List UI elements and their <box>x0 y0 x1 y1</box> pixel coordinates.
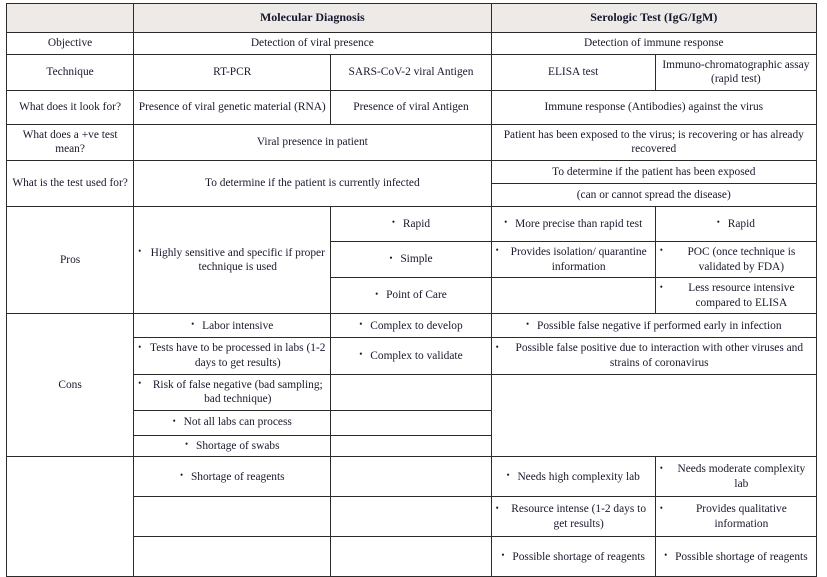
technique-rapid-assay: Immuno-chromatographic assay (rapid test) <box>655 54 816 90</box>
technique-viral-antigen: SARS-CoV-2 viral Antigen <box>331 54 491 90</box>
bullet-text: • Needs moderate complexity lab <box>660 462 812 491</box>
cons-molecular-rtpcr-2 <box>134 338 331 374</box>
pros-serologic-rapid-1 <box>655 206 816 241</box>
header-corner-cell <box>7 4 134 33</box>
bullet-text: • Provides isolation/ quarantine information <box>496 245 651 274</box>
objective-molecular-value: Detection of viral presence <box>134 33 491 55</box>
bottom-serologic-rapid-2 <box>655 497 816 537</box>
cons-molecular-antigen-2 <box>331 338 491 374</box>
table-row-used-for-line1 <box>7 160 817 183</box>
bullet-text: • Point of Care <box>375 288 447 303</box>
bottom-serologic-elisa-2 <box>491 497 655 537</box>
cons-serologic-empty-block <box>491 374 816 457</box>
cons-molecular-rtpcr-1 <box>134 314 331 338</box>
bullet-text: • Provides qualitative information <box>660 502 812 531</box>
objective-serologic-value: Detection of immune response <box>491 33 816 55</box>
bullet-text: • Rapid <box>717 217 755 232</box>
cons-molecular-rtpcr-4 <box>134 410 331 435</box>
pros-molecular-antigen-3 <box>331 278 491 314</box>
positive-test-molecular-value: Viral presence in patient <box>134 124 491 160</box>
pros-molecular-rtpcr-1 <box>134 206 331 313</box>
table-header-row <box>7 4 817 33</box>
bottom-serologic-elisa-1 <box>491 457 655 497</box>
bullet-text: • Shortage of swabs <box>185 439 280 454</box>
table-row-technique <box>7 54 817 90</box>
bottom-molecular-antigen-2-empty <box>331 497 491 537</box>
table-row-positive-test <box>7 124 817 160</box>
row-label-technique: Technique <box>7 54 134 90</box>
test-comparison-table <box>6 3 817 577</box>
look-for-molecular-antigen: Presence of viral Antigen <box>331 90 491 124</box>
cons-molecular-antigen-3-empty <box>331 374 491 410</box>
pros-molecular-antigen-2 <box>331 241 491 277</box>
cons-serologic-merged-2 <box>491 338 816 374</box>
cons-molecular-rtpcr-3 <box>134 374 331 410</box>
bullet-text: • Needs high complexity lab <box>506 470 639 485</box>
technique-rtpcr: RT-PCR <box>134 54 331 90</box>
bottom-molecular-antigen-1-empty <box>331 457 491 497</box>
bullet-text: • More precise than rapid test <box>504 217 642 232</box>
bullet-text: • Possible false negative if performed early in infection <box>526 319 782 334</box>
used-for-molecular-value: To determine if the patient is currently infected <box>134 160 491 206</box>
bullet-text: • Simple <box>389 252 432 267</box>
pros-serologic-rapid-3 <box>655 278 816 314</box>
cons-molecular-antigen-4-empty <box>331 410 491 435</box>
pros-serologic-elisa-3-empty <box>491 278 655 314</box>
bottom-molecular-antigen-3-empty <box>331 537 491 577</box>
row-label-cons: Cons <box>7 314 134 457</box>
cons-molecular-antigen-1 <box>331 314 491 338</box>
table-row-pros-1 <box>7 206 817 241</box>
header-serologic-test: Serologic Test (IgG/IgM) <box>491 4 816 33</box>
table-row-cons-1 <box>7 314 817 338</box>
bullet-text: • Highly sensitive and specific if proper technique is used <box>138 246 326 275</box>
row-label-objective: Objective <box>7 33 134 55</box>
pros-serologic-elisa-2 <box>491 241 655 277</box>
cons-molecular-rtpcr-5 <box>134 435 331 457</box>
technique-elisa: ELISA test <box>491 54 655 90</box>
bullet-text: • Possible false positive due to interaction with other viruses and strains of coronavirus <box>496 341 812 370</box>
cons-serologic-merged-1 <box>491 314 816 338</box>
pros-serologic-elisa-1 <box>491 206 655 241</box>
cons-molecular-antigen-5-empty <box>331 435 491 457</box>
bullet-text: • Risk of false negative (bad sampling; bad technique) <box>138 378 326 407</box>
positive-test-serologic-value: Patient has been exposed to the virus; is recovering or has already recovered <box>491 124 816 160</box>
bullet-text: • Resource intense (1-2 days to get results) <box>496 502 651 531</box>
bullet-text: • Possible shortage of reagents <box>664 550 808 565</box>
look-for-serologic-value: Immune response (Antibodies) against the virus <box>491 90 816 124</box>
row-label-look-for: What does it look for? <box>7 90 134 124</box>
bottom-serologic-rapid-1 <box>655 457 816 497</box>
bullet-text: • POC (once technique is validated by FDA) <box>660 245 812 274</box>
look-for-molecular-rna: Presence of viral genetic material (RNA) <box>134 90 331 124</box>
bottom-serologic-rapid-3 <box>655 537 816 577</box>
pros-molecular-antigen-1 <box>331 206 491 241</box>
bottom-molecular-rtpcr-2-empty <box>134 497 331 537</box>
used-for-serologic-line2: (can or cannot spread the disease) <box>491 183 816 206</box>
bullet-text: • Complex to develop <box>359 319 462 334</box>
bottom-serologic-elisa-3 <box>491 537 655 577</box>
table-row-look-for <box>7 90 817 124</box>
bullet-text: • Complex to validate <box>359 349 462 364</box>
bullet-text: • Possible shortage of reagents <box>501 550 645 565</box>
bottom-molecular-rtpcr-3-empty <box>134 537 331 577</box>
row-label-bottom-empty <box>7 457 134 577</box>
bullet-text: • Shortage of reagents <box>180 470 285 485</box>
bullet-text: • Tests have to be processed in labs (1-2 days to get results) <box>138 341 326 370</box>
bullet-text: • Not all labs can process <box>173 415 292 430</box>
row-label-positive-test: What does a +ve test mean? <box>7 124 134 160</box>
bullet-text: • Rapid <box>392 217 430 232</box>
table-row-objective <box>7 33 817 55</box>
table-row-bottom-1 <box>7 457 817 497</box>
row-label-pros: Pros <box>7 206 134 313</box>
bullet-text: • Labor intensive <box>191 319 273 334</box>
bottom-molecular-rtpcr-1 <box>134 457 331 497</box>
pros-serologic-rapid-2 <box>655 241 816 277</box>
used-for-serologic-line1: To determine if the patient has been exposed <box>491 160 816 183</box>
bullet-text: • Less resource intensive compared to ELISA <box>660 281 812 310</box>
row-label-used-for: What is the test used for? <box>7 160 134 206</box>
header-molecular-diagnosis: Molecular Diagnosis <box>134 4 491 33</box>
